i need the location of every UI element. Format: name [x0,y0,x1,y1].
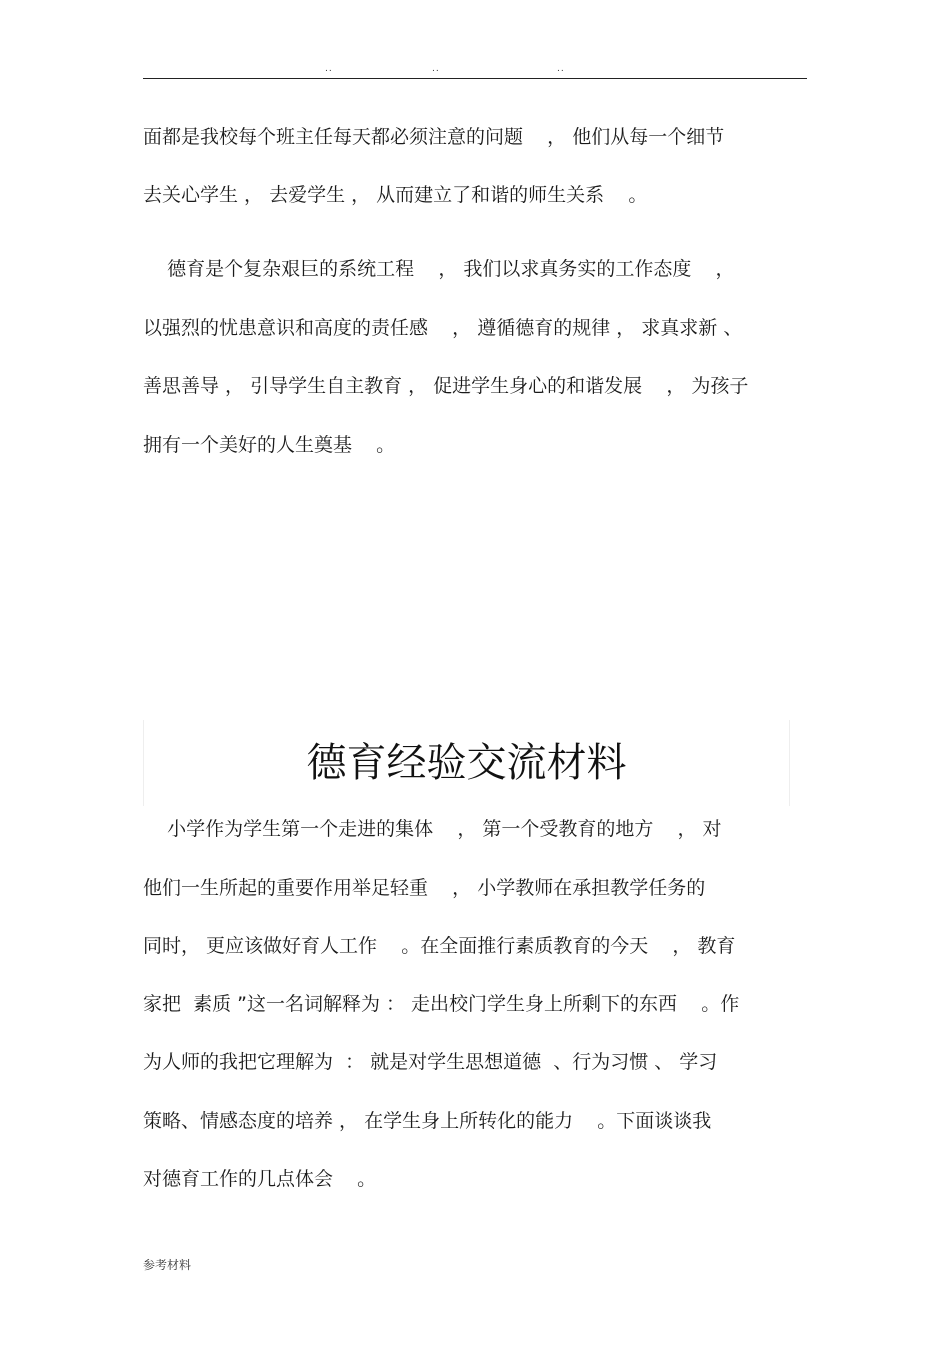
text-line: 对德育工作的几点体会 。 [143,1168,377,1190]
header-dots: .. [432,64,440,74]
text-line: 去关心学生 ， 去爱学生 ， 从而建立了和谐的师生关系 。 [143,184,648,206]
text-line: 策略、情感态度的培养 ， 在学生身上所转化的能力 。下面谈谈我 [143,1110,712,1132]
text-line: 他们一生所起的重要作用举足轻重 ， 小学教师在承担教学任务的 [143,877,706,899]
document-title: 德育经验交流材料 [306,740,627,786]
header-dots: .. [557,64,565,74]
text-line: 善思善导 ， 引导学生自主教育 ， 促进学生身心的和谐发展 ， 为孩子 [143,375,749,397]
text-line: 为人师的我把它理解为 ： 就是对学生思想道德 、行为习惯 、 学习 [143,1051,718,1073]
text-line: 拥有一个美好的人生奠基 。 [143,434,396,456]
text-line: 德育是个复杂艰巨的系统工程 ， 我们以求真务实的工作态度 ， [143,258,735,280]
text-line: 以强烈的忧患意识和高度的责任感 ， 遵循德育的规律 ， 求真求新 、 [143,317,743,339]
text-line: 家把 素质 ”这一名词解释为 ： 走出校门学生身上所剩下的东西 。作 [143,993,740,1015]
text-line: 小学作为学生第一个走进的集体 ， 第一个受教育的地方 ， 对 [143,818,722,840]
header-dots: .. [325,64,333,74]
page-footer: 参考材料 [143,1258,192,1272]
text-line: 同时， 更应该做好育人工作 。在全面推行素质教育的今天 ， 教育 [143,935,736,957]
text-line: 面都是我校每个班主任每天都必须注意的问题 ， 他们从每一个细节 [143,126,725,148]
title-box [143,720,790,806]
header-rule [143,78,807,79]
